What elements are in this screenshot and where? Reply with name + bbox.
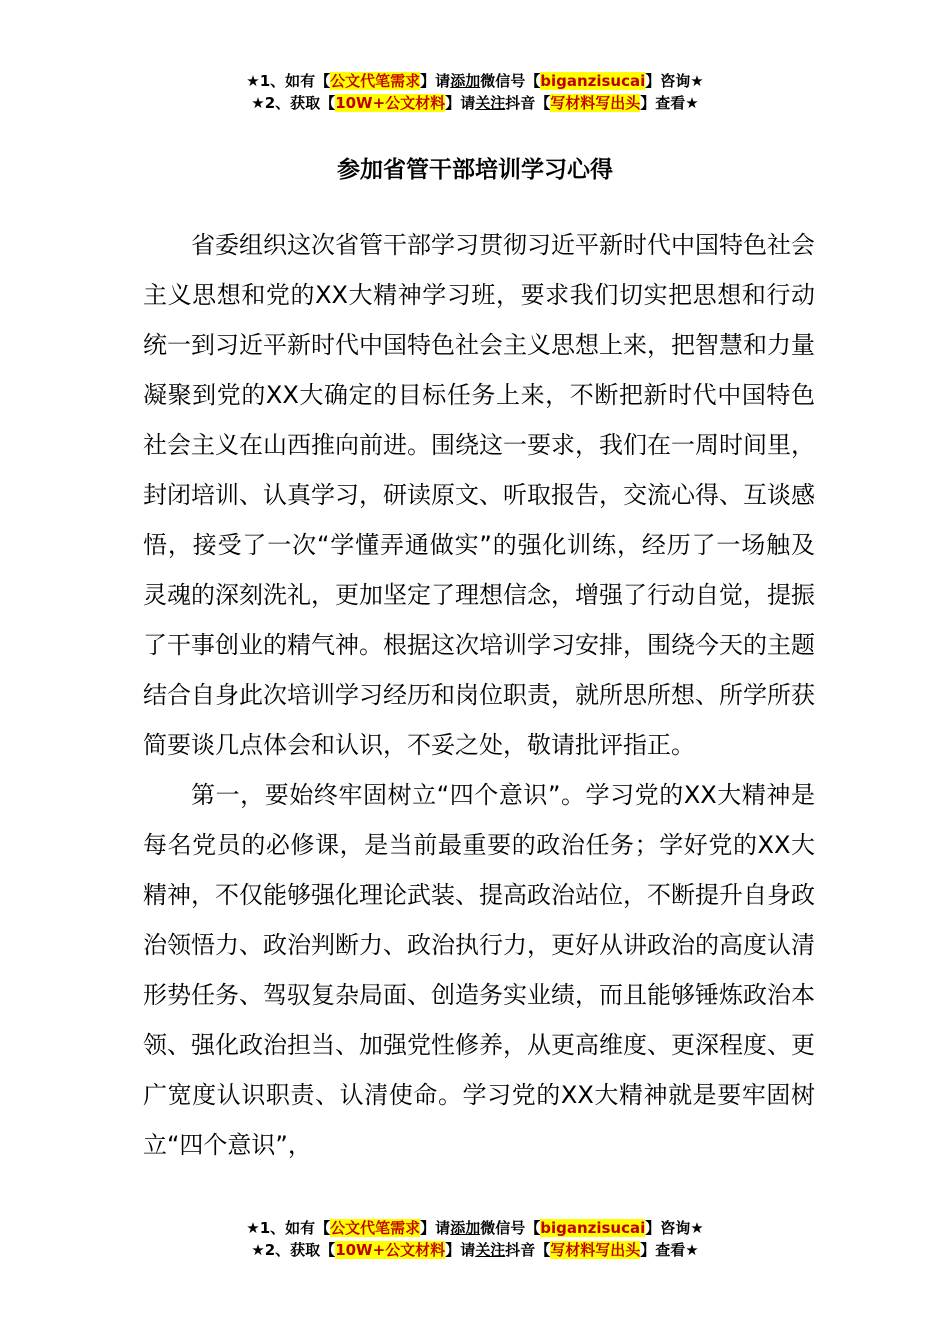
banner-text: ★1、如有【 [246, 72, 331, 90]
banner-line-1 [0, 70, 950, 92]
document-body [143, 220, 815, 1170]
banner-highlight: 公文代笔需求 [330, 72, 421, 90]
banner-text: 微信号【 [480, 72, 541, 90]
banner-text: 】查看★ [640, 94, 699, 112]
banner-text: 抖音【 [505, 94, 551, 112]
banner-highlight: 10W+公文材料 [335, 94, 446, 112]
banner-highlight: 写材料写出头 [550, 94, 641, 112]
banner-text: ★2、获取【 [251, 1241, 336, 1259]
paragraph-2: 第一，要始终牢固树立“四个意识”。学习党的XX大精神是每名党员的必修课，是当前最重要的政治任务；学好党的XX大精神，不仅能够强化理论武装、提高政治站位，不断提升自身政治领悟力、政治判断力、政治执行力，更好从讲政治的高度认清形势任务、驾驭复杂局面、创造务实业绩，而且能够锤炼政治本领、强化政治担当、加强党性修养，从更高维度、更深程度、更广宽度认识职责、认清使命。学习党的XX大精神就是要牢固树立“四个意识”， [143, 781, 815, 1159]
banner-line-2 [0, 92, 950, 114]
banner-highlight: biganzisucai [540, 72, 646, 90]
paragraph-1: 省委组织这次省管干部学习贯彻习近平新时代中国特色社会主义思想和党的XX大精神学习班，要求我们切实把思想和行动统一到习近平新时代中国特色社会主义思想上来，把智慧和力量凝聚到党的XX大确定的目标任务上来，不断把新时代中国特色社会主义在山西推向前进。围绕这一要求，我们在一周时间里，封闭培训、认真学习，研读原文、听取报告，交流心得、互谈感悟，接受了一次“学懂弄通做实”的强化训练，经历了一场触及灵魂的深刻洗礼，更加坚定了理想信念，增强了行动自觉，提振了干事创业的精气神。根据这次培训学习安排，围绕今天的主题结合自身此次培训学习经历和岗位职责，就所思所想、所学所获简要谈几点体会和认识，不妥之处，敬请批评指正。 [143, 231, 815, 759]
banner-underline: 添加 [450, 72, 481, 90]
banner-underline: 关注 [475, 1241, 506, 1259]
banner-underline: 关注 [475, 94, 506, 112]
banner-text: 微信号【 [480, 1219, 541, 1237]
banner-text: 】请 [420, 72, 451, 90]
header-banner [0, 70, 950, 114]
banner-text: 抖音【 [505, 1241, 551, 1259]
banner-text: ★1、如有【 [246, 1219, 331, 1237]
document-title: 参加省管干部培训学习心得 [337, 157, 613, 183]
banner-text: 】请 [420, 1219, 451, 1237]
footer-banner [0, 1217, 950, 1261]
banner-text: 】请 [445, 94, 476, 112]
banner-text: 】咨询★ [645, 72, 704, 90]
banner-text: 】咨询★ [645, 1219, 704, 1237]
banner-underline: 添加 [450, 1219, 481, 1237]
banner-line-1 [0, 1217, 950, 1239]
banner-text: 】请 [445, 1241, 476, 1259]
banner-highlight: 公文代笔需求 [330, 1219, 421, 1237]
banner-highlight: biganzisucai [540, 1219, 646, 1237]
banner-line-2 [0, 1239, 950, 1261]
banner-highlight: 10W+公文材料 [335, 1241, 446, 1259]
banner-text: 】查看★ [640, 1241, 699, 1259]
banner-text: ★2、获取【 [251, 94, 336, 112]
banner-highlight: 写材料写出头 [550, 1241, 641, 1259]
